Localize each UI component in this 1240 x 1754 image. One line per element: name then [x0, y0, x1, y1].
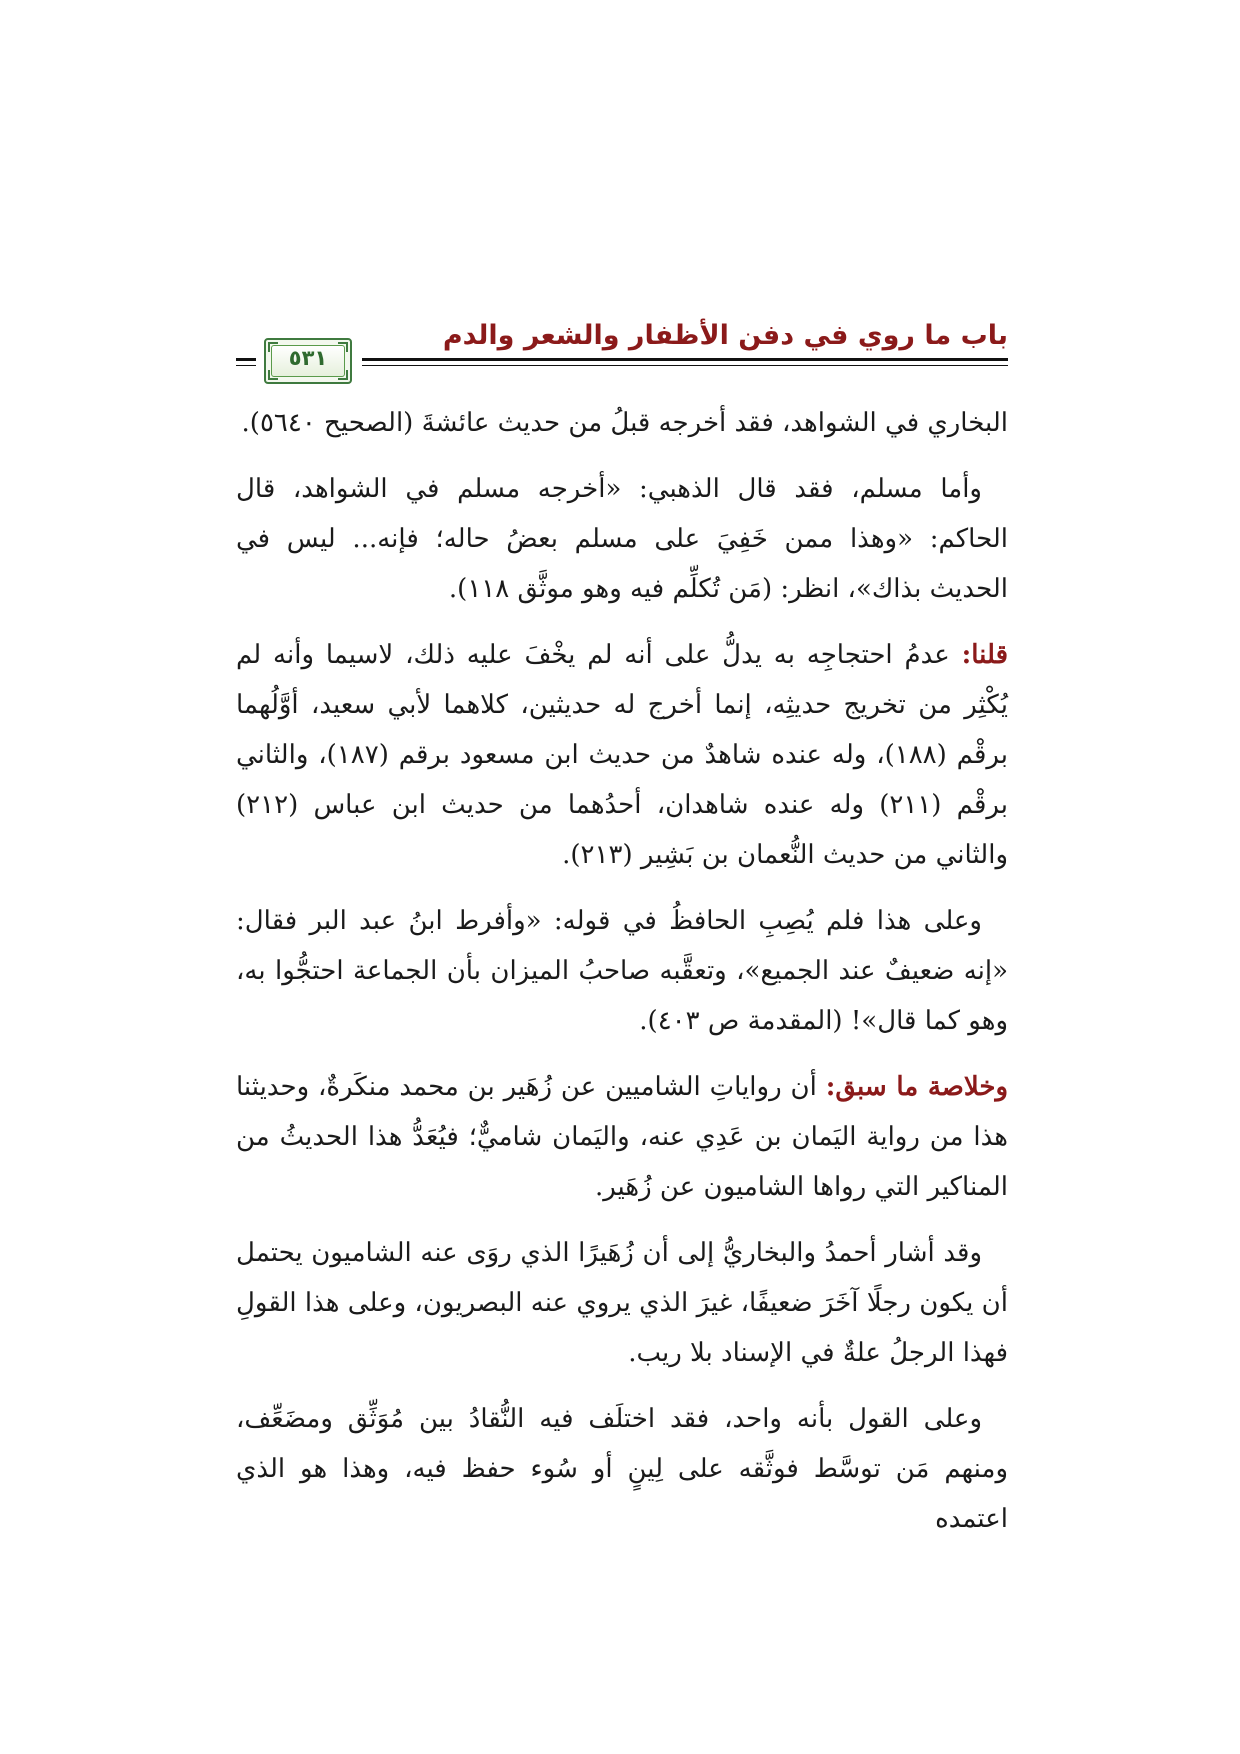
paragraph-text: وقد أشار أحمدُ والبخاريُّ إلى أن زُهَيرًا الذي روَى عنه الشاميون يحتمل أن يكون رجلًا آخَرَ ضعيفًا، غيرَ الذي يروي عنه البصريون، وعلى هذا القولِ فهذا الرجلُ علةٌ في الإسناد بلا ريب.	[236, 1238, 1008, 1368]
paragraph-text: البخاري في الشواهد، فقد أخرجه قبلُ من حديث عائشةَ (الصحيح ٥٦٤٠).	[241, 408, 1008, 438]
paragraph	[236, 630, 1008, 880]
paragraph-text: وعلى هذا فلم يُصِبِ الحافظُ في قوله: «وأفرط ابنُ عبد البر فقال: «إنه ضعيفٌ عند الجميع»، وتعقَّبه صاحبُ الميزان بأن الجماعة احتجُّوا به، وهو كما قال»! (المقدمة ص ٤٠٣).	[236, 906, 1008, 1036]
ornament-corner-icon	[338, 370, 348, 380]
paragraph	[236, 398, 1008, 448]
page-number-badge	[264, 338, 352, 384]
paragraph	[236, 1062, 1008, 1212]
header-rule	[236, 365, 256, 366]
page-header	[236, 308, 1008, 380]
paragraph-text: أن رواياتِ الشاميين عن زُهَير بن محمد منكَرةٌ، وحديثنا هذا من رواية اليَمان بن عَدِي عنه، واليَمان شاميٌّ؛ فيُعَدُّ هذا الحديثُ من المناكير التي رواها الشاميون عن زُهَير.	[236, 1072, 1008, 1202]
header-rule	[362, 358, 1008, 361]
paragraph-text: وأما مسلم، فقد قال الذهبي: «أخرجه مسلم في الشواهد، قال الحاكم: «وهذا ممن خَفِيَ على مسلم بعضُ حاله؛ فإنه... ليس في الحديث بذاك»، انظر: (مَن تُكلِّم فيه وهو موثَّق ١١٨).	[236, 474, 1008, 604]
paragraph	[236, 1228, 1008, 1378]
paragraph	[236, 1394, 1008, 1544]
page-number: ٥٣١	[288, 346, 328, 370]
paragraph-label: وخلاصة ما سبق:	[825, 1072, 1008, 1102]
paragraph-text: وعلى القول بأنه واحد، فقد اختلَف فيه النُّقادُ بين مُوَثِّق ومضَعِّف، ومنهم مَن توسَّط فوثَّقه على لِينٍ أو سُوء حفظ فيه، وهذا هو الذي اعتمده	[236, 1404, 1008, 1534]
paragraph	[236, 896, 1008, 1046]
page-body	[236, 398, 1008, 1560]
header-rule	[236, 358, 256, 361]
chapter-title: باب ما روي في دفن الأظفار والشعر والدم	[442, 320, 1008, 351]
header-rule	[362, 365, 1008, 366]
paragraph-text: عدمُ احتجاجِه به يدلُّ على أنه لم يخْفَ عليه ذلك، لاسيما وأنه لم يُكْثِر من تخريج حديثِه، إنما أخرج له حديثين، كلاهما لأبي سعيد، أوَّلُهما برقْم (١٨٨)، وله عنده شاهدٌ من حديث ابن مسعود برقم (١٨٧)، والثاني برقْم (٢١١) وله عنده شاهدان، أحدُهما من حديث ابن عباس (٢١٢) والثاني من حديث النُّعمان بن بَشِير (٢١٣).	[236, 640, 1008, 870]
paragraph	[236, 464, 1008, 614]
paragraph-label: قلنا:	[961, 640, 1008, 670]
ornament-corner-icon	[268, 370, 278, 380]
